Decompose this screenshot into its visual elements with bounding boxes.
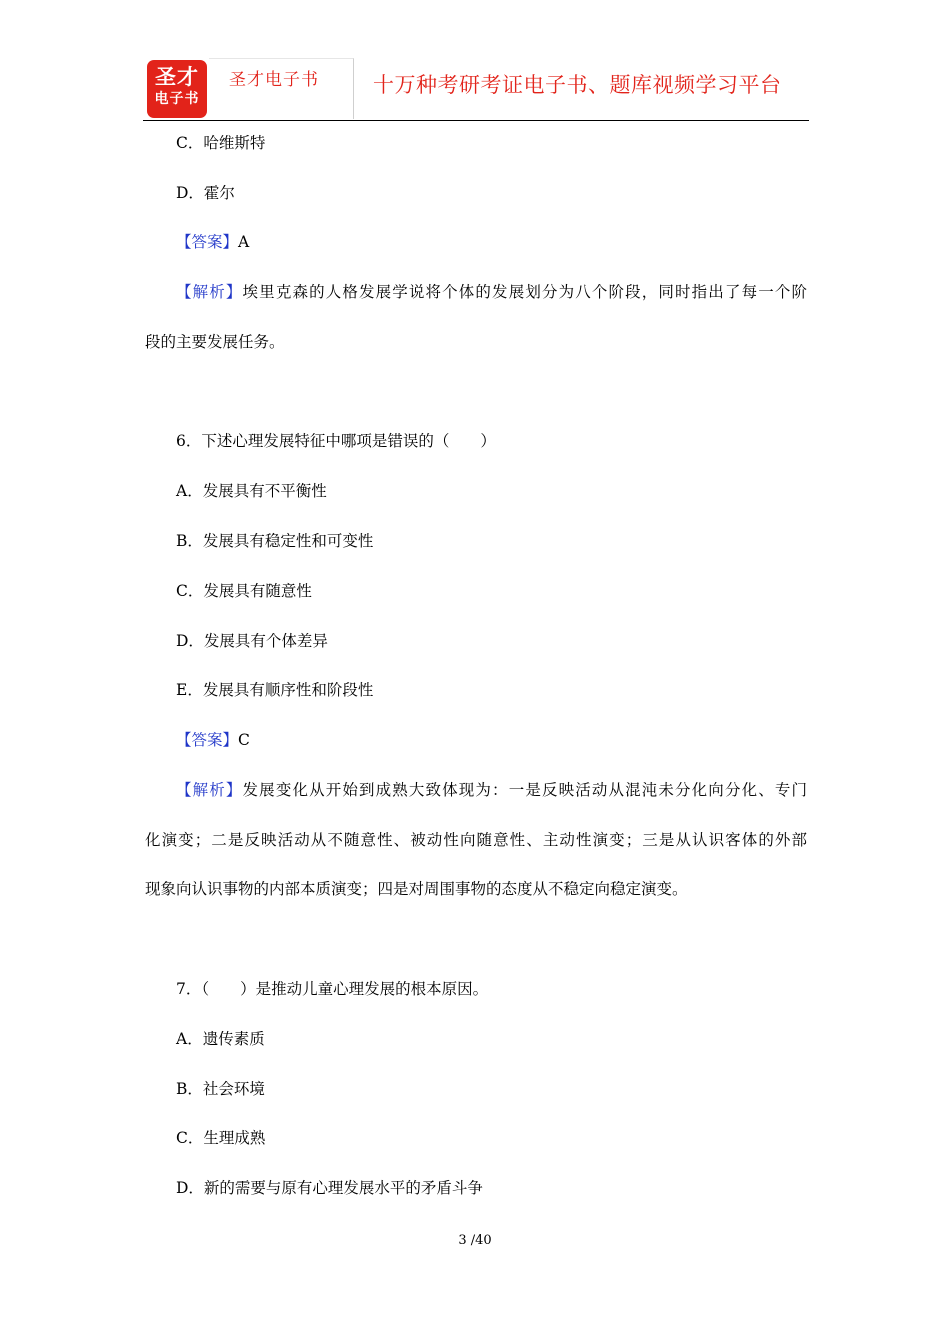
answer-tag: 【答案】 <box>176 233 239 251</box>
q7-stem: 7．（ ）是推动儿童心理发展的根本原因。 <box>176 980 489 998</box>
q6-analysis-line-3: 现象向认识事物的内部本质演变；四是对周围事物的态度从不稳定向稳定演变。 <box>145 880 688 898</box>
q7-option-a: A．遗传素质 <box>176 1030 265 1048</box>
q6-analysis-line-1 <box>176 779 807 801</box>
brand-name: 圣才电子书 <box>229 70 319 90</box>
answer-value: A <box>238 233 250 251</box>
logo-line-2: 电子书 <box>154 91 200 107</box>
header-slogan: 十万种考研考证电子书、题库视频学习平台 <box>373 73 782 97</box>
logo-line-1: 圣才 <box>155 65 199 89</box>
brand-logo <box>147 60 207 118</box>
q5-option-c: C．哈维斯特 <box>176 134 266 152</box>
q5-analysis-line-2: 段的主要发展任务。 <box>145 333 285 351</box>
q5-analysis-line-1 <box>176 281 807 303</box>
q6-option-e: E．发展具有顺序性和阶段性 <box>176 681 374 699</box>
q6-option-a: A．发展具有不平衡性 <box>176 482 327 500</box>
q7-option-b: B．社会环境 <box>176 1080 265 1098</box>
q7-option-d: D．新的需要与原有心理发展水平的矛盾斗争 <box>176 1179 483 1197</box>
brand-box <box>209 58 354 119</box>
q7-option-c: C．生理成熟 <box>176 1129 266 1147</box>
header-divider <box>143 120 809 121</box>
q6-option-d: D．发展具有个体差异 <box>176 632 328 650</box>
analysis-tag: 【解析】 <box>176 283 243 301</box>
answer-value: C <box>238 731 250 749</box>
analysis-text: 发展变化从开始到成熟大致体现为：一是反映活动从混沌未分化向分化、专门 <box>242 781 807 799</box>
q5-option-d: D．霍尔 <box>176 184 235 202</box>
analysis-tag: 【解析】 <box>176 781 243 799</box>
answer-tag: 【答案】 <box>176 731 239 749</box>
q6-option-b: B．发展具有稳定性和可变性 <box>176 532 374 550</box>
q6-analysis-line-2: 化演变；二是反映活动从不随意性、被动性向随意性、主动性演变；三是从认识客体的外部 <box>145 831 807 849</box>
page-number: 3 /40 <box>458 1233 492 1248</box>
q5-answer <box>176 231 249 253</box>
page-header <box>143 56 809 121</box>
analysis-text: 埃里克森的人格发展学说将个体的发展划分为八个阶段，同时指出了每一个阶 <box>242 283 807 301</box>
q6-option-c: C．发展具有随意性 <box>176 582 312 600</box>
q6-stem: 6．下述心理发展特征中哪项是错误的（ ） <box>176 432 496 450</box>
q6-answer <box>176 729 250 751</box>
